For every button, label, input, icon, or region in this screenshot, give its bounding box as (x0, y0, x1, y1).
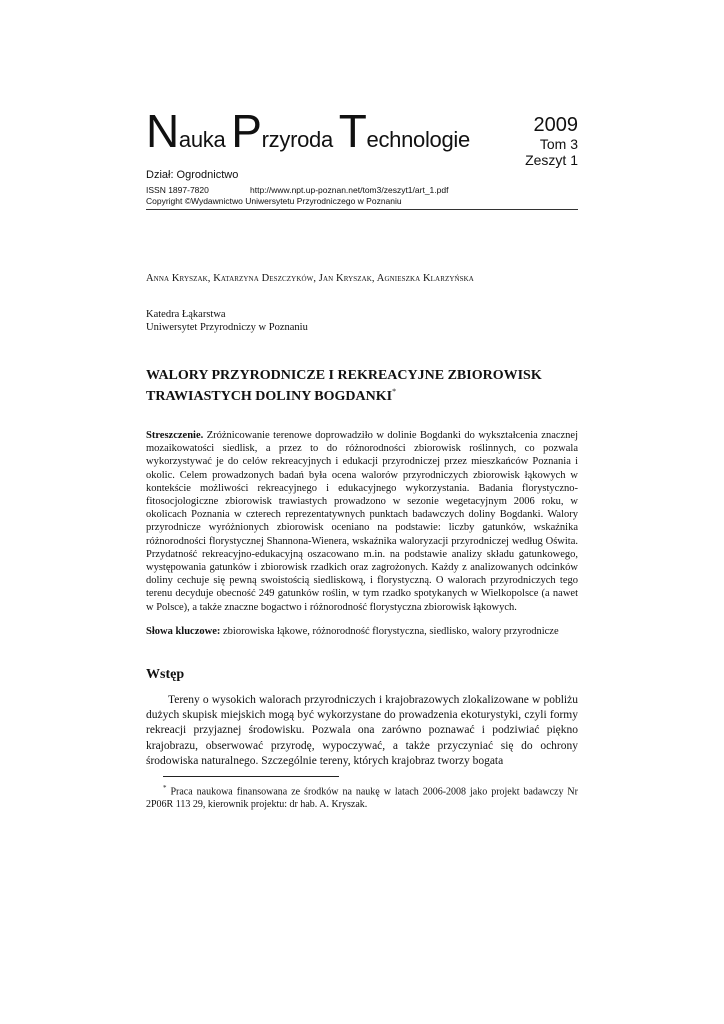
authors: Anna Kryszak, Katarzyna Deszczyków, Jan Kryszak, Agnieszka Klarzyńska (146, 273, 474, 284)
journal-title-rest-2: rzyroda (261, 127, 339, 152)
journal-section: Dział: Ogrodnictwo (146, 169, 239, 181)
header-divider (146, 209, 578, 210)
title-line-1: WALORY PRZYRODNICZE I REKREACYJNE ZBIOROWISK (146, 368, 542, 383)
keywords-label: Słowa kluczowe: (146, 626, 221, 637)
issue-block (525, 114, 578, 168)
abstract (146, 429, 578, 614)
abstract-text: Zróżnicowanie terenowe doprowadziło w dolinie Bogdanki do wykształcenia znacznej mozaikowatości siedlisk, a przez to do różnorodności zbiorowisk roślinnych, co pozwala wykorzystywać je do celów rekreacyjnych i edukacji przyrodniczej przez mieszkańców Poznania i okolic. Celem prowadzonych badań była ocena walorów przyrodniczych zbiorowisk łąkowych w kontekście możliwości rekreacyjnego i edukacyjnego wykorzystania. Badania florystyczno-fitosocjologiczne zbiorowisk trawiastych prowadzono w sezonie wegetacyjnym 2006 roku, w okolicach Poznania w czterech reprezentatywnych punktach badawczych doliny Bogdanki. Walory przyrodnicze wyróżnionych zbiorowisk oceniano na podstawie: liczby gatunków, wskaźnika różnorodności florystycznej Shannona-Wienera, wskaźnika waloryzacji przyrodniczej według Oświta. Przydatność rekreacyjno-edukacyjną oszacowano m.in. na podstawie analizy składu gatunkowego, występowania gatunków i zbiorowisk rzadkich oraz zagrożonych. Każdy z analizowanych odcinków doliny cechuje się pewną swoistością siedliskową, i florystyczną. O walorach przyrodniczych tego terenu decyduje obecność 249 gatunków roślin, w tym rzadko spotykanych w Wielkopolsce (a nawet w Polsce), a także znaczne bogactwo i różnorodność florystyczna zbiorowisk łąkowych. (146, 430, 578, 613)
abstract-label: Streszczenie. (146, 430, 204, 441)
article-title (146, 368, 578, 405)
title-line-2-text: TRAWIASTYCH DOLINY BOGDANKI (146, 389, 393, 404)
affiliation-department: Katedra Łąkarstwa (146, 309, 226, 320)
keywords (146, 625, 578, 638)
journal-title-rest-1: auka (178, 127, 232, 152)
affiliation-university: Uniwersytet Przyrodniczy w Poznaniu (146, 322, 308, 333)
title-footnote-marker: * (392, 387, 397, 396)
article-url[interactable]: http://www.npt.up-poznan.net/tom3/zeszyt1/art_1.pdf (250, 185, 449, 195)
journal-year: 2009 (533, 114, 578, 136)
issn-line (146, 185, 449, 195)
copyright: Copyright ©Wydawnictwo Uniwersytetu Przyrodniczego w Poznaniu (146, 196, 402, 206)
issn: ISSN 1897-7820 (146, 185, 209, 195)
journal-issue: Zeszyt 1 (525, 152, 578, 168)
intro-paragraph: Tereny o wysokich walorach przyrodniczych i krajobrazowych zlokalizowane w pobliżu dużych skupisk miejskich mogą być wykorzystane do prowadzenia ekoturystyki, czyli formy rekreacji przyjaznej środowisku. Pozwala ona zarówno poznawać i podziwiać piękno krajobrazu, obserwować przyrodę, wypoczywać, a także przyczyniać się do ochrony środowiska naturalnego. Szczególnie tereny, których krajobraz tworzy bogata (146, 694, 578, 767)
journal-title-cap-3: T (338, 105, 367, 157)
journal-title-rest-3: echnologie (366, 127, 470, 152)
keywords-text: zbiorowiska łąkowe, różnorodność florystyczna, siedlisko, walory przyrodnicze (220, 626, 559, 637)
journal-volume: Tom 3 (539, 136, 578, 152)
section-heading: Wstęp (146, 667, 185, 682)
journal-title-cap-2: P (231, 105, 262, 157)
footnote-text: Praca naukowa finansowana ze środków na naukę w latach 2006-2008 jako projekt badawczy Nr 2P06R 113 29, kierownik projektu: dr hab. A. Kryszak. (146, 786, 578, 811)
footnote-divider (163, 776, 339, 777)
footnote-marker: * (163, 784, 167, 792)
journal-title-cap-1: N (146, 105, 179, 157)
footnote (146, 782, 578, 811)
journal-title (146, 105, 470, 157)
title-line-2 (146, 384, 578, 405)
